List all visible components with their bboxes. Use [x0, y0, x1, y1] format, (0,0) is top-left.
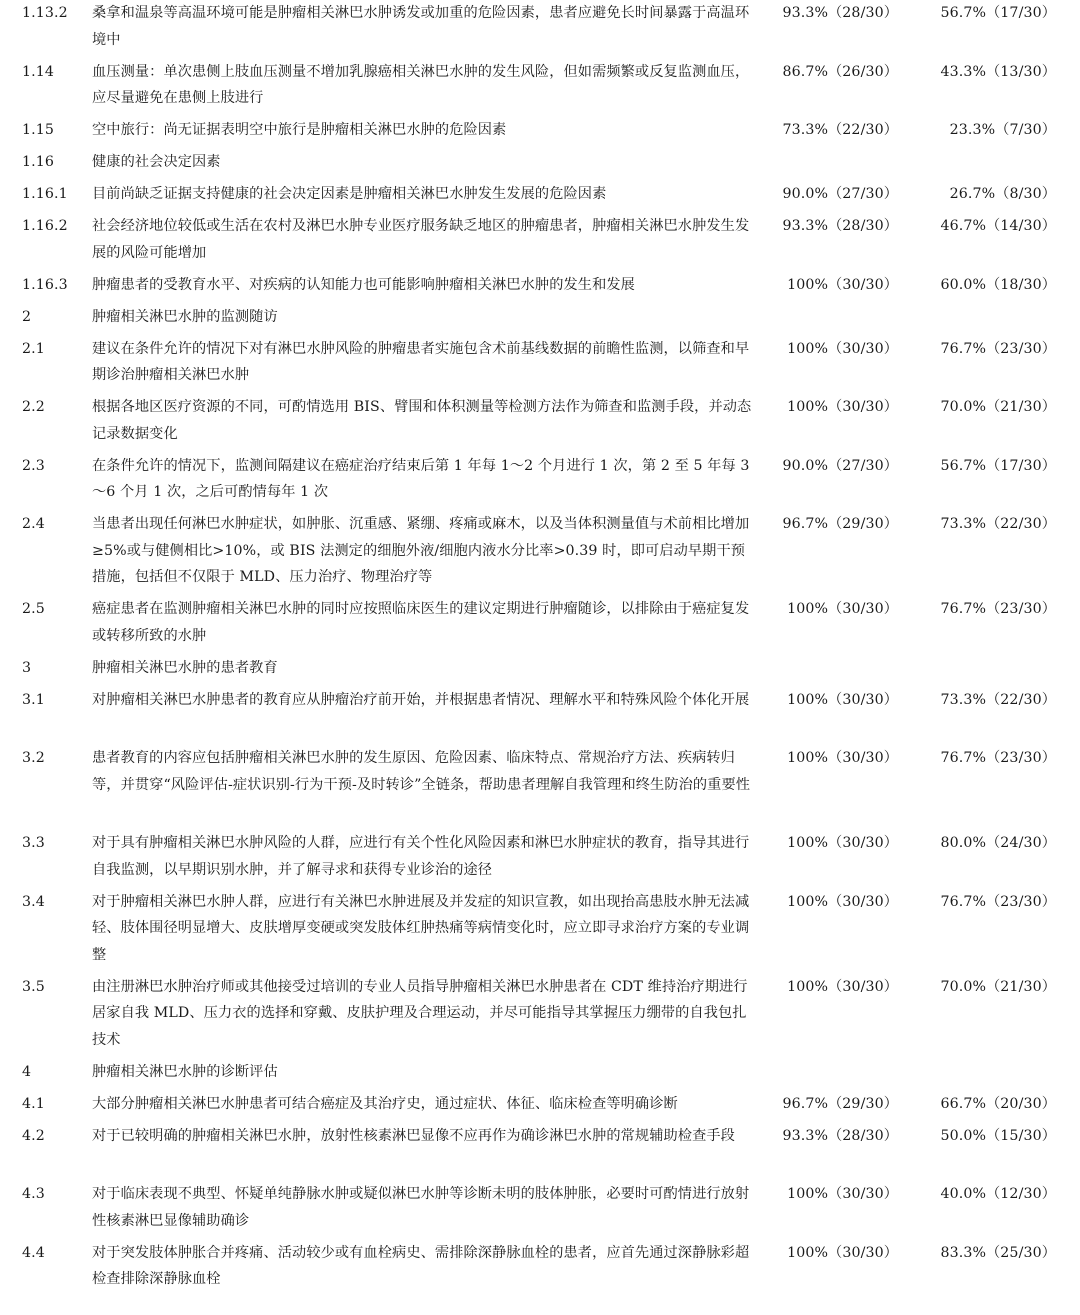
agreement-rate: 90.0%（27/30）	[782, 457, 898, 474]
agreement-rate: 90.0%（27/30）	[782, 186, 898, 202]
full-agreement-rate: 70.0%（21/30）	[940, 399, 1056, 415]
item-text: 对于肿瘤相关淋巴水肿人群，应进行有关淋巴水肿进展及并发症的知识宣教，如出现抬高患肢水肿无法减轻、肢体围径明显增大、皮肤增厚变硬或突发肢体红肿热痛等病情变化时，应立即寻求治疗方案的专业调整	[92, 893, 750, 963]
full-agreement-rate: 83.3%（25/30）	[940, 1244, 1056, 1261]
table-row	[0, 1123, 1072, 1150]
item-text: 大部分肿瘤相关淋巴水肿患者可结合癌症及其治疗史，通过症状、体征、临床检查等明确诊断	[92, 1095, 678, 1112]
item-text: 患者教育的内容应包括肿瘤相关淋巴水肿的发生原因、危险因素、临床特点、常规治疗方法、疾病转归等，并贯穿“风险评估-症状识别-行为干预-及时转诊”全链条，帮助患者理解自我管理和终生防治的重要性	[92, 750, 751, 793]
item-number: 1.16.2	[22, 218, 68, 234]
full-agreement-rate: 66.7%（20/30）	[940, 1095, 1056, 1112]
table-row	[0, 889, 1072, 969]
item-text: 对肿瘤相关淋巴水肿患者的教育应从肿瘤治疗前开始，并根据患者情况、理解水平和特殊风险个体化开展	[92, 691, 750, 708]
table-row	[0, 304, 1072, 331]
table-row	[0, 745, 1072, 798]
item-number: 3	[22, 659, 32, 676]
agreement-rate: 100%（30/30）	[787, 893, 898, 910]
full-agreement-rate: 26.7%（8/30）	[949, 186, 1056, 202]
full-agreement-rate: 76.7%（23/30）	[940, 340, 1056, 357]
agreement-rate: 86.7%（26/30）	[782, 63, 898, 80]
table-row	[0, 117, 1072, 144]
full-agreement-rate: 56.7%（17/30）	[940, 5, 1056, 21]
table-row	[0, 1059, 1072, 1086]
item-text: 肿瘤患者的受教育水平、对疾病的认知能力也可能影响肿瘤相关淋巴水肿的发生和发展	[92, 276, 635, 293]
item-text: 目前尚缺乏证据支持健康的社会决定因素是肿瘤相关淋巴水肿发生发展的危险因素	[92, 186, 607, 202]
item-number: 2.2	[22, 399, 45, 415]
agreement-rate: 100%（30/30）	[787, 691, 898, 708]
full-agreement-rate: 23.3%（7/30）	[949, 122, 1056, 138]
item-number: 2.5	[22, 601, 45, 617]
agreement-rate: 100%（30/30）	[787, 978, 898, 995]
item-number: 3.3	[22, 835, 45, 851]
full-agreement-rate: 80.0%（24/30）	[940, 835, 1056, 851]
item-number: 3.4	[22, 893, 45, 910]
item-number: 3.5	[22, 978, 45, 995]
table-row	[0, 336, 1072, 389]
item-number: 1.15	[22, 122, 54, 138]
table-row	[0, 1181, 1072, 1234]
full-agreement-rate: 46.7%（14/30）	[940, 218, 1056, 234]
item-number: 4.4	[22, 1244, 45, 1261]
item-text: 肿瘤相关淋巴水肿的患者教育	[92, 659, 278, 676]
agreement-rate: 100%（30/30）	[787, 399, 898, 415]
full-agreement-rate: 73.3%（22/30）	[940, 516, 1056, 532]
full-agreement-rate: 70.0%（21/30）	[940, 978, 1056, 995]
full-agreement-rate: 43.3%（13/30）	[940, 63, 1056, 80]
item-number: 4.1	[22, 1095, 45, 1112]
item-number: 1.13.2	[22, 5, 68, 21]
table-row	[0, 149, 1072, 176]
item-text: 当患者出现任何淋巴水肿症状，如肿胀、沉重感、紧绷、疼痛或麻木，以及当体积测量值与术前相比增加 ≥5%或与健侧相比>10%，或 BIS 法测定的细胞外液/细胞内液水分比率>0.39 时，即可启动早期干预措施，包括但不仅限于 MLD、压力治疗、物理治疗等	[92, 516, 750, 585]
agreement-rate: 100%（30/30）	[787, 835, 898, 851]
table-row	[0, 511, 1072, 591]
agreement-rate: 93.3%（28/30）	[782, 5, 898, 21]
full-agreement-rate: 40.0%（12/30）	[940, 1186, 1056, 1202]
full-agreement-rate: 56.7%（17/30）	[940, 457, 1056, 474]
agreement-rate: 100%（30/30）	[787, 340, 898, 357]
item-text: 对于已较明确的肿瘤相关淋巴水肿，放射性核素淋巴显像不应再作为确诊淋巴水肿的常规辅助检查手段	[92, 1127, 735, 1144]
item-text: 肿瘤相关淋巴水肿的监测随访	[92, 308, 278, 325]
agreement-rate: 100%（30/30）	[787, 601, 898, 617]
full-agreement-rate: 76.7%（23/30）	[940, 601, 1056, 617]
full-agreement-rate: 73.3%（22/30）	[940, 691, 1056, 708]
table-row	[0, 272, 1072, 299]
agreement-rate: 96.7%（29/30）	[782, 1095, 898, 1112]
item-text: 在条件允许的情况下，监测间隔建议在癌症治疗结束后第 1 年每 1～2 个月进行 1 次，第 2 至 5 年每 3～6 个月 1 次，之后可酌情每年 1 次	[92, 457, 750, 500]
full-agreement-rate: 76.7%（23/30）	[940, 750, 1056, 766]
agreement-rate: 73.3%（22/30）	[782, 122, 898, 138]
item-text: 对于临床表现不典型、怀疑单纯静脉水肿或疑似淋巴水肿等诊断未明的肢体肿胀，必要时可酌情进行放射性核素淋巴显像辅助确诊	[92, 1186, 750, 1229]
item-number: 2.1	[22, 340, 45, 357]
agreement-rate: 93.3%（28/30）	[782, 218, 898, 234]
full-agreement-rate: 76.7%（23/30）	[940, 893, 1056, 910]
agreement-rate: 96.7%（29/30）	[782, 516, 898, 532]
table-row	[0, 394, 1072, 447]
table-row	[0, 974, 1072, 1054]
agreement-rate: 100%（30/30）	[787, 1244, 898, 1261]
item-number: 2.3	[22, 457, 45, 474]
table-row	[0, 213, 1072, 266]
item-number: 1.14	[22, 63, 54, 80]
item-text: 对于具有肿瘤相关淋巴水肿风险的人群，应进行有关个性化风险因素和淋巴水肿症状的教育，指导其进行自我监测，以早期识别水肿，并了解寻求和获得专业诊治的途径	[92, 835, 750, 878]
table-row	[0, 830, 1072, 883]
table-row	[0, 596, 1072, 649]
item-text: 社会经济地位较低或生活在农村及淋巴水肿专业医疗服务缺乏地区的肿瘤患者，肿瘤相关淋巴水肿发生发展的风险可能增加	[92, 218, 750, 261]
table-row	[0, 453, 1072, 506]
item-text: 对于突发肢体肿胀合并疼痛、活动较少或有血栓病史、需排除深静脉血栓的患者，应首先通过深静脉彩超检查排除深静脉血栓	[92, 1244, 750, 1287]
item-text: 根据各地区医疗资源的不同，可酌情选用 BIS、臂围和体积测量等检测方法作为筛查和监测手段，并动态记录数据变化	[92, 399, 752, 442]
agreement-rate: 100%（30/30）	[787, 1186, 898, 1202]
table-row	[0, 1091, 1072, 1118]
table-row	[0, 59, 1072, 112]
item-number: 3.1	[22, 691, 45, 708]
item-number: 2.4	[22, 516, 45, 532]
item-number: 4	[22, 1063, 32, 1080]
item-number: 4.2	[22, 1127, 45, 1144]
item-text: 空中旅行：尚无证据表明空中旅行是肿瘤相关淋巴水肿的危险因素	[92, 122, 507, 138]
table-row	[0, 687, 1072, 714]
item-text: 健康的社会决定因素	[92, 154, 221, 170]
agreement-rate: 100%（30/30）	[787, 750, 898, 766]
item-number: 3.2	[22, 750, 45, 766]
item-text: 桑拿和温泉等高温环境可能是肿瘤相关淋巴水肿诱发或加重的危险因素，患者应避免长时间暴露于高温环境中	[92, 5, 750, 48]
item-text: 肿瘤相关淋巴水肿的诊断评估	[92, 1063, 278, 1080]
full-agreement-rate: 50.0%（15/30）	[940, 1127, 1056, 1144]
item-text: 建议在条件允许的情况下对有淋巴水肿风险的肿瘤患者实施包含术前基线数据的前瞻性监测，以筛查和早期诊治肿瘤相关淋巴水肿	[92, 340, 750, 383]
table-row	[0, 0, 1072, 53]
item-text: 由注册淋巴水肿治疗师或其他接受过培训的专业人员指导肿瘤相关淋巴水肿患者在 CDT 维持治疗期进行居家自我 MLD、压力衣的选择和穿戴、皮肤护理及合理运动，并尽可能指导其掌握压力绷带的自我包扎技术	[92, 978, 748, 1048]
agreement-rate: 93.3%（28/30）	[782, 1127, 898, 1144]
item-number: 1.16	[22, 154, 54, 170]
full-agreement-rate: 60.0%（18/30）	[940, 276, 1056, 293]
table-row	[0, 1240, 1072, 1293]
table-row	[0, 655, 1072, 682]
item-number: 1.16.1	[22, 186, 68, 202]
agreement-rate: 100%（30/30）	[787, 276, 898, 293]
item-number: 2	[22, 308, 32, 325]
item-text: 癌症患者在监测肿瘤相关淋巴水肿的同时应按照临床医生的建议定期进行肿瘤随诊，以排除由于癌症复发或转移所致的水肿	[92, 601, 750, 644]
item-number: 4.3	[22, 1186, 45, 1202]
item-text: 血压测量：单次患侧上肢血压测量不增加乳腺癌相关淋巴水肿的发生风险，但如需频繁或反复监测血压，应尽量避免在患侧上肢进行	[92, 63, 750, 106]
table-row	[0, 181, 1072, 208]
item-number: 1.16.3	[22, 276, 68, 293]
